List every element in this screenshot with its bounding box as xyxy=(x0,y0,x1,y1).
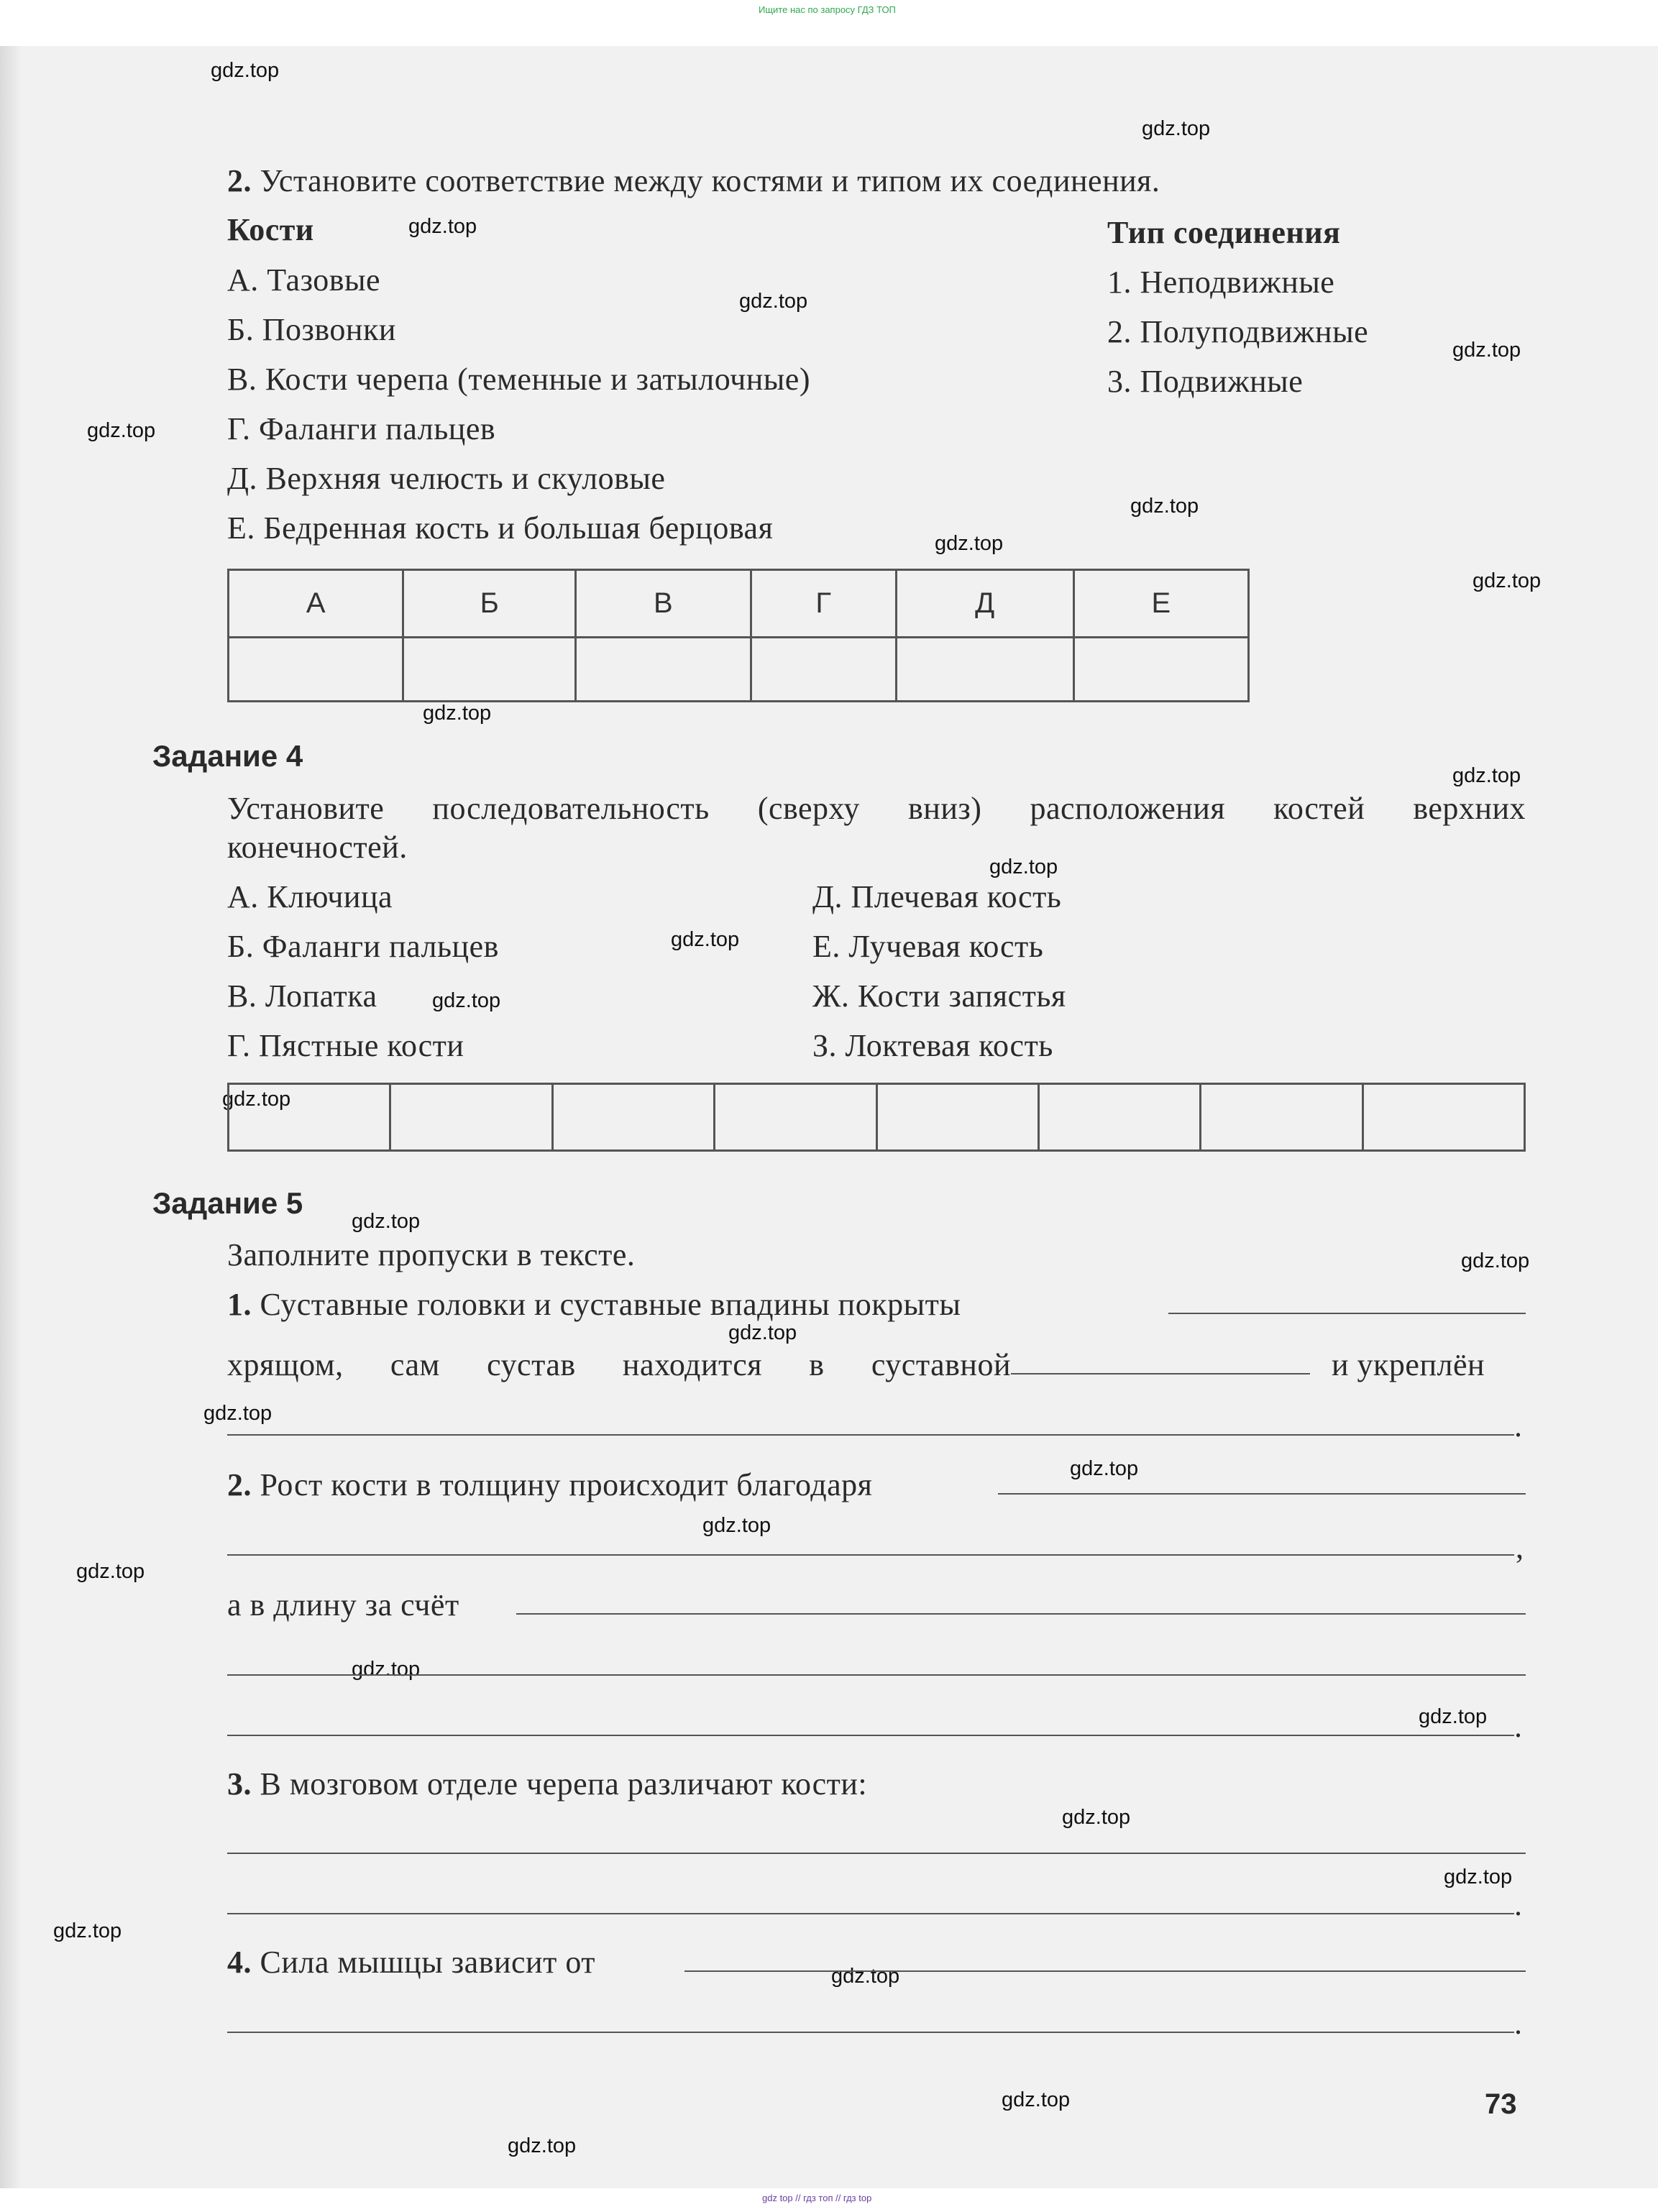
watermark: gdz.top xyxy=(352,1658,421,1681)
bone-item: В. Кости черепа (теменные и затылочные) xyxy=(227,362,810,397)
bone-item: Д. Верхняя челюсть и скуловые xyxy=(227,461,666,496)
answer-cell[interactable] xyxy=(896,638,1073,702)
q3-text xyxy=(227,1766,867,1802)
q2-blank-4[interactable] xyxy=(227,1674,1526,1676)
watermark: gdz.top xyxy=(989,855,1058,878)
q3-period: . xyxy=(1514,1887,1523,1922)
watermark: gdz.top xyxy=(831,1965,900,1988)
q2-blank-1[interactable] xyxy=(998,1493,1526,1495)
watermark: gdz.top xyxy=(1461,1249,1530,1272)
sequence-answer-cell[interactable] xyxy=(552,1084,714,1151)
q2-blank-2[interactable] xyxy=(227,1554,1514,1556)
watermark: gdz.top xyxy=(222,1088,291,1111)
task4-prompt-line1: Установите последовательность (сверху вниз) расположения костей верхних xyxy=(227,791,1526,826)
task5-heading: Задание 5 xyxy=(152,1186,303,1220)
item-prompt: Установите соответствие между костями и типом их соединения. xyxy=(260,163,1160,198)
bone-item: Г. Фаланги пальцев xyxy=(227,411,496,446)
joint-type-item: 1. Неподвижные xyxy=(1107,265,1335,300)
q2-text-part1 xyxy=(227,1467,872,1503)
watermark: gdz.top xyxy=(1472,569,1542,592)
joint-type-item: 2. Полуподвижные xyxy=(1107,314,1369,349)
sequence-item: Д. Плечевая кость xyxy=(812,879,1062,914)
task3-item2-prompt xyxy=(227,162,1160,199)
watermark: gdz.top xyxy=(702,1514,771,1537)
watermark: gdz.top xyxy=(1142,117,1211,140)
watermark: gdz.top xyxy=(352,1210,421,1233)
answer-header-cell: А xyxy=(229,570,403,638)
q4-blank-1[interactable] xyxy=(684,1970,1526,1972)
watermark: gdz.top xyxy=(739,290,808,313)
answer-cell[interactable] xyxy=(751,638,896,702)
q2-text-part2: а в длину за счёт xyxy=(227,1587,459,1623)
q1-blank-2[interactable] xyxy=(1011,1373,1310,1375)
answer-cell[interactable] xyxy=(229,638,403,702)
q1-blank-1[interactable] xyxy=(1168,1313,1526,1314)
watermark: gdz.top xyxy=(728,1321,797,1344)
watermark: gdz.top xyxy=(408,215,477,238)
watermark: gdz.top xyxy=(87,419,156,442)
watermark: gdz.top xyxy=(1130,495,1199,518)
watermark: gdz.top xyxy=(1444,1865,1513,1889)
task4-prompt-line2: конечностей. xyxy=(227,830,408,865)
matching-answer-table xyxy=(227,569,1250,702)
page-number: 73 xyxy=(1485,2088,1517,2120)
q4-period: . xyxy=(1514,2006,1523,2041)
sequence-item: В. Лопатка xyxy=(227,978,377,1014)
sequence-answer-cell[interactable] xyxy=(229,1084,390,1151)
q1-blank-3[interactable] xyxy=(227,1434,1514,1436)
watermark: gdz.top xyxy=(1419,1705,1488,1728)
sequence-item: А. Ключица xyxy=(227,879,393,914)
answer-header-cell: Г xyxy=(751,570,896,638)
task5-intro: Заполните пропуски в тексте. xyxy=(227,1237,636,1272)
sequence-answer-cell[interactable] xyxy=(876,1084,1038,1151)
bones-header: Кости xyxy=(227,212,314,247)
q3-blank-2[interactable] xyxy=(227,1913,1514,1914)
answer-header-cell: В xyxy=(576,570,751,638)
watermark: gdz.top xyxy=(1452,339,1521,362)
q3-blank-1[interactable] xyxy=(227,1853,1526,1854)
answer-header-cell: Б xyxy=(403,570,576,638)
top-note: Ищите нас по запросу ГДЗ ТОП xyxy=(759,4,896,15)
watermark: gdz.top xyxy=(53,1919,122,1942)
sequence-item: Ж. Кости запястья xyxy=(812,978,1066,1014)
q1-number: 1. xyxy=(227,1287,252,1322)
watermark: gdz.top xyxy=(1062,1806,1131,1829)
answer-header-cell: Д xyxy=(896,570,1073,638)
watermark: gdz.top xyxy=(211,59,280,82)
sequence-answer-cell[interactable] xyxy=(1201,1084,1362,1151)
q4-blank-2[interactable] xyxy=(227,2032,1514,2033)
page-fold-shadow xyxy=(0,46,22,2188)
watermark: gdz.top xyxy=(671,928,740,951)
sequence-item: Е. Лучевая кость xyxy=(812,929,1044,964)
sequence-answer-cell[interactable] xyxy=(390,1084,552,1151)
sequence-answer-table xyxy=(227,1083,1526,1152)
q1-period: . xyxy=(1514,1408,1523,1444)
bone-item: Е. Бедренная кость и большая берцовая xyxy=(227,510,774,546)
bottom-note: gdz top // гдз топ // гдз top xyxy=(762,2193,872,2203)
watermark: gdz.top xyxy=(432,989,501,1012)
answer-header-cell: Е xyxy=(1073,570,1248,638)
sequence-answer-cell[interactable] xyxy=(715,1084,876,1151)
q4-text xyxy=(227,1944,595,1981)
q2-blank-3[interactable] xyxy=(516,1613,1526,1615)
q4-prompt: Сила мышцы зависит от xyxy=(260,1945,595,1980)
sequence-answer-cell[interactable] xyxy=(1362,1084,1524,1151)
watermark: gdz.top xyxy=(508,2134,577,2157)
watermark: gdz.top xyxy=(1070,1457,1139,1480)
q2-number: 2. xyxy=(227,1467,252,1502)
task4-heading: Задание 4 xyxy=(152,739,303,773)
answer-cell[interactable] xyxy=(403,638,576,702)
joint-types-header: Тип соединения xyxy=(1107,215,1341,250)
q4-number: 4. xyxy=(227,1945,252,1980)
q1-text-part2: хрящом, сам сустав находится в суставной xyxy=(227,1347,1011,1382)
q2-period: . xyxy=(1514,1709,1523,1744)
item-number: 2. xyxy=(227,163,252,198)
sequence-item: З. Локтевая кость xyxy=(812,1028,1053,1063)
watermark: gdz.top xyxy=(935,532,1004,555)
answer-cell[interactable] xyxy=(576,638,751,702)
q2-part1: Рост кости в толщину происходит благодаря xyxy=(260,1467,873,1502)
watermark: gdz.top xyxy=(1452,764,1521,787)
bone-item: Б. Позвонки xyxy=(227,312,396,347)
watermark: gdz.top xyxy=(423,702,492,725)
watermark: gdz.top xyxy=(203,1402,272,1425)
sequence-answer-cell[interactable] xyxy=(1038,1084,1200,1151)
joint-type-item: 3. Подвижные xyxy=(1107,364,1304,399)
q1-part1: Суставные головки и суставные впадины покрыты xyxy=(260,1287,961,1322)
sequence-item: Г. Пястные кости xyxy=(227,1028,464,1063)
q2-comma: , xyxy=(1516,1530,1524,1565)
sequence-item: Б. Фаланги пальцев xyxy=(227,929,499,964)
watermark: gdz.top xyxy=(76,1560,145,1583)
q3-number: 3. xyxy=(227,1766,252,1802)
q1-text-part3: и укреплён xyxy=(1332,1347,1485,1382)
q2-blank-5[interactable] xyxy=(227,1735,1514,1736)
answer-cell[interactable] xyxy=(1073,638,1248,702)
q3-prompt: В мозговом отделе черепа различают кости: xyxy=(260,1766,868,1802)
q1-text-part1 xyxy=(227,1286,961,1323)
bone-item: А. Тазовые xyxy=(227,262,381,298)
watermark: gdz.top xyxy=(1002,2088,1071,2111)
